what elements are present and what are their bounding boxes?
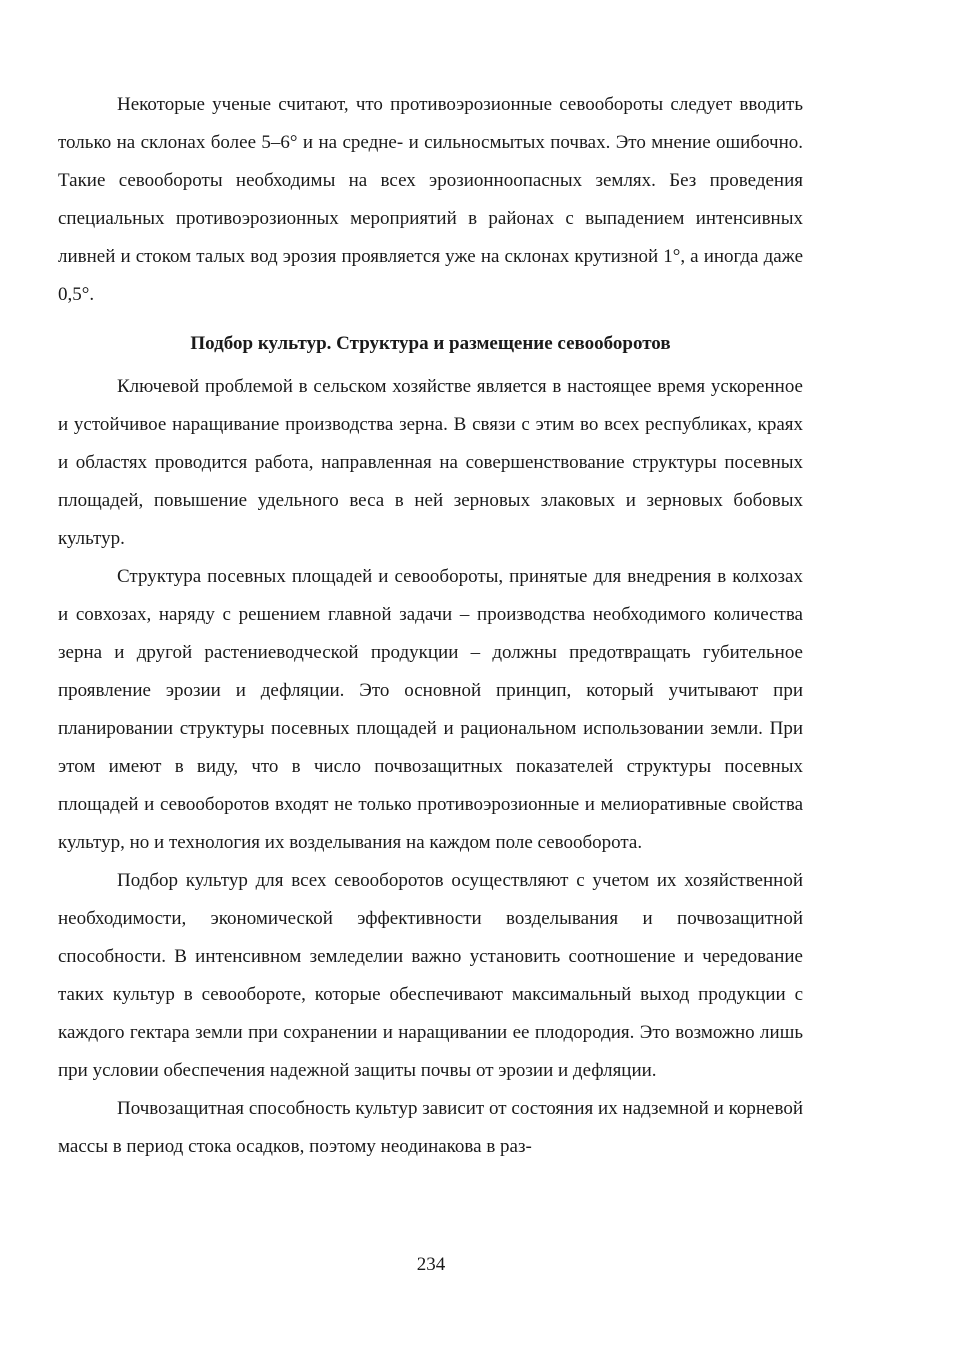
section-heading: Подбор культур. Структура и размещение севооборотов <box>190 333 671 354</box>
paragraph-1: Ключевой проблемой в сельском хозяйстве является в настоящее время ускоренное и устойчивое наращивание производства зерна. В связи с этим во всех республиках, краях и областях проводится работа, направленная на совершенствование структуры посевных площадей, повышение удельного веса в ней зерновых злаковых и зерновых бобовых культур. <box>58 376 803 549</box>
paragraph-intro: Некоторые ученые считают, что противоэрозионные севообороты следует вводить только на склонах более 5–6° и на средне- и сильносмытых почвах. Это мнение ошибочно. Такие севообороты необходимы на всех эрозионноопасных землях. Без проведения специальных противоэрозионных мероприятий в районах с выпадением интенсивных ливней и стоком талых вод эрозия проявляется уже на склонах крутизной 1°, а иногда даже 0,5°. <box>58 94 803 305</box>
paragraph-2: Структура посевных площадей и севообороты, принятые для внедрения в колхозах и совхозах, наряду с решением главной задачи – производства необходимого количества зерна и другой растениеводческой продукции – должны предотвращать губительное проявление эрозии и дефляции. Это основной принцип, который учитывают при планировании структуры посевных площадей и рациональном использовании земли. При этом имеют в виду, что в число почвозащитных показателей структуры посевных площадей и севооборотов входят не только противоэрозионные и мелиоративные свойства культур, но и технология их возделывания на каждом поле севооборота. <box>58 566 803 853</box>
paragraph-4: Почвозащитная способность культур зависит от состояния их надземной и корневой массы в период стока осадков, поэтому неодинакова в раз- <box>58 1098 803 1157</box>
page-number: 234 <box>416 1254 446 1275</box>
paragraph-3: Подбор культур для всех севооборотов осуществляют с учетом их хозяйственной необходимости, экономической эффективности возделывания и почвозащитной способности. В интенсивном земледелии важно установить соотношение и чередование таких культур в севообороте, которые обеспечивают максимальный выход продукции с каждого гектара земли при сохранении и наращивании ее плодородия. Это возможно лишь при условии обеспечения надежной защиты почвы от эрозии и дефляции. <box>58 870 803 1081</box>
page-body <box>58 86 803 1166</box>
